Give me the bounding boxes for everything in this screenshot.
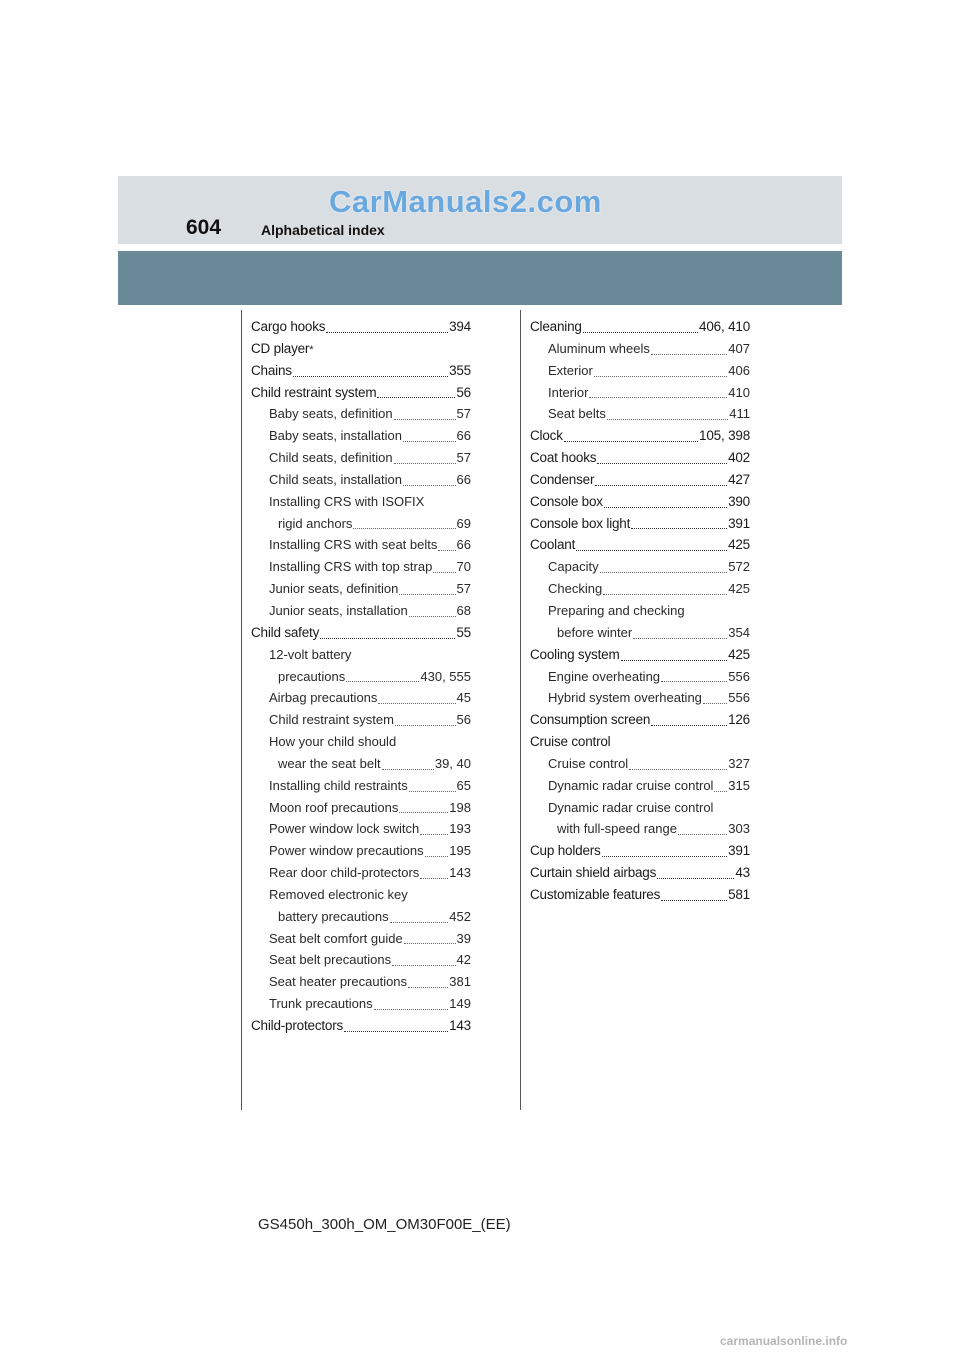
index-entry-term: Child seats, definition [269,450,393,466]
index-entry-term: Interior [548,384,589,400]
index-entry-page[interactable]: 425 [728,646,750,662]
index-entry [251,403,471,425]
dot-leader [600,572,728,573]
section-banner [118,251,842,305]
dot-leader [703,703,727,704]
index-entry-term: Checking [548,581,603,597]
index-entry-term: Cruise control [548,755,629,771]
index-entry [530,840,750,862]
index-entry-term: rigid anchors [278,515,353,531]
index-entry [251,578,471,600]
index-entry-term: Installing CRS with top strap [269,559,433,575]
index-entry-term: Exterior [548,362,593,378]
dot-leader [603,594,727,595]
index-entry [530,600,750,622]
index-entry-term: Installing CRS with ISOFIX [269,493,425,509]
index-entry-term: Condenser [530,471,595,487]
index-entry-page[interactable]: 57 [456,450,471,466]
index-column-left [251,316,471,1037]
index-entry-page[interactable]: 149 [449,996,471,1012]
index-entry [251,316,471,338]
index-entry [251,971,471,993]
dot-leader [326,332,448,333]
index-entry-page[interactable]: 57 [456,406,471,422]
index-entry-page[interactable]: 355 [449,362,471,378]
dot-leader [404,943,456,944]
index-entry [530,382,750,404]
index-entry [530,513,750,535]
index-entry-term: Seat belts [548,406,606,422]
index-entry [530,622,750,644]
index-entry-page[interactable]: 126 [728,712,750,728]
index-entry [530,556,750,578]
index-entry [251,425,471,447]
index-entry-page[interactable]: 57 [456,581,471,597]
index-entry [251,906,471,928]
dot-leader [420,878,448,879]
index-entry-page[interactable]: 65 [456,777,471,793]
dot-leader [621,660,728,661]
index-entry-page[interactable]: 66 [456,471,471,487]
index-entry [251,534,471,556]
dot-leader [597,463,727,464]
index-entry [251,382,471,404]
dot-leader [661,900,727,901]
index-entry-term: Junior seats, definition [269,581,399,597]
index-entry [251,513,471,535]
dot-leader [320,638,455,639]
index-entry-page[interactable]: 43 [735,865,750,881]
index-entry-term: CD player [251,340,310,356]
index-entry-page[interactable]: 198 [449,799,471,815]
index-entry-page[interactable]: 391 [728,843,750,859]
dot-leader [678,834,727,835]
index-entry-page[interactable]: 407 [728,340,750,356]
index-entry [530,447,750,469]
index-entry-page[interactable]: 56 [456,712,471,728]
index-entry [251,862,471,884]
index-entry-term: Consumption screen [530,712,651,728]
dot-leader [353,528,455,529]
index-entry-page[interactable]: 68 [456,602,471,618]
section-title: Alphabetical index [261,222,385,238]
dot-leader [293,376,448,377]
dot-leader [714,791,727,792]
index-entry-page[interactable]: 394 [449,319,471,334]
dot-leader [346,681,419,682]
index-column-right [530,316,750,906]
index-entry-page[interactable]: 39 [456,930,471,946]
index-entry-term: Customizable features [530,886,661,902]
dot-leader [438,550,455,551]
index-entry-page[interactable]: 406, 410 [699,319,750,334]
index-entry-page[interactable]: 390 [728,493,750,509]
index-entry-term: Installing CRS with seat belts [269,537,438,553]
index-entry-page[interactable]: 402 [728,450,750,466]
index-entry-page[interactable]: 39, 40 [434,755,471,771]
dot-leader [409,616,456,617]
index-entry [530,731,750,753]
index-entry-term: Cargo hooks [251,319,326,334]
index-entry [251,731,471,753]
index-entry-page[interactable]: 381 [449,974,471,990]
index-entry [530,775,750,797]
index-entry: CD player * [251,338,471,360]
index-entry-term: Trunk precautions [269,996,373,1012]
index-entry-page[interactable]: 354 [728,624,750,640]
index-entry-term: Seat belt precautions [269,952,392,968]
dot-leader [409,791,456,792]
index-entry-page[interactable]: 425 [728,581,750,597]
index-entry-term: Aluminum wheels [548,340,650,356]
dot-leader [631,528,727,529]
index-entry-page[interactable]: 425 [728,537,750,553]
dot-leader [595,485,727,486]
dot-leader [394,463,456,464]
index-entry-term: Baby seats, definition [269,406,393,422]
index-entry [530,425,750,447]
index-entry-page[interactable]: 56 [456,384,471,400]
dot-leader [425,856,449,857]
index-entry-term: Cruise control [530,734,611,750]
dot-leader [583,332,698,333]
index-entry [251,993,471,1015]
index-entry-term: with full-speed range [557,821,677,837]
index-entry-page[interactable]: 327 [728,755,750,771]
index-entry-term: Power window precautions [269,843,424,859]
index-entry-term: Child seats, installation [269,471,402,487]
index-entry [530,360,750,382]
dot-leader [344,1031,448,1032]
index-entry [530,666,750,688]
dot-leader [661,681,727,682]
index-entry [251,928,471,950]
index-entry-page[interactable]: 143 [449,865,471,881]
dot-leader [374,1009,449,1010]
right-column-rule [520,310,521,1110]
index-entry-term: Coolant [530,537,576,553]
index-entry-term: Curtain shield airbags [530,865,657,881]
index-entry [251,884,471,906]
index-entry [251,644,471,666]
index-entry-term: Preparing and checking [548,602,685,618]
index-entry [530,534,750,556]
index-entry-page[interactable]: 427 [728,471,750,487]
dot-leader [399,812,448,813]
index-entry-page[interactable]: 430, 555 [420,668,471,684]
dot-leader [394,419,456,420]
dot-leader [408,987,448,988]
dot-leader [420,834,448,835]
index-entry-page[interactable]: 66 [456,537,471,553]
index-entry [251,753,471,775]
index-entry [530,316,750,338]
dot-leader [378,703,455,704]
index-entry [251,687,471,709]
index-entry-term: Cleaning [530,319,582,334]
index-entry-term: precautions [278,668,346,684]
index-entry [251,797,471,819]
index-entry [530,709,750,731]
index-entry-page[interactable]: 195 [449,843,471,859]
index-entry-page[interactable]: 556 [728,668,750,684]
dot-leader [433,572,455,573]
dot-leader [594,376,728,377]
index-entry [530,884,750,906]
index-entry [251,600,471,622]
dot-leader [564,441,698,442]
index-entry-term: Child restraint system [269,712,394,728]
index-entry-term: Airbag precautions [269,690,378,706]
index-entry-term: Capacity [548,559,599,575]
dot-leader [377,397,455,398]
index-entry-term: How your child should [269,734,397,750]
index-entry [251,949,471,971]
index-entry [530,578,750,600]
index-entry-term: Chains [251,362,292,378]
index-entry [530,338,750,360]
index-entry-term: Baby seats, installation [269,428,402,444]
index-entry [530,818,750,840]
dot-leader [651,354,727,355]
index-entry [251,818,471,840]
index-entry [530,797,750,819]
dot-leader [651,725,727,726]
index-entry [251,775,471,797]
index-entry-term: Engine overheating [548,668,661,684]
index-entry [530,753,750,775]
dot-leader [382,769,434,770]
index-entry-term: Console box light [530,515,631,531]
index-entry-term: Seat heater precautions [269,974,408,990]
index-entry [251,622,471,644]
index-entry-term: Child restraint system [251,384,377,400]
index-entry-term: Console box [530,493,603,509]
index-entry-term: Rear door child-protectors [269,865,420,881]
dot-leader [390,922,449,923]
index-entry [251,666,471,688]
index-entry-page[interactable]: 45 [456,690,471,706]
index-entry [251,360,471,382]
footer-watermark[interactable]: carmanualsonline.info [720,1334,848,1348]
index-entry-term: Child-protectors [251,1018,344,1033]
index-entry-page[interactable]: 411 [729,406,750,422]
index-entry [530,403,750,425]
dot-leader [403,485,456,486]
index-entry-term: Power window lock switch [269,821,420,837]
index-entry-page[interactable]: 193 [449,821,471,837]
index-entry-page[interactable]: 315 [728,777,750,793]
index-entry-page[interactable]: 70 [456,559,471,575]
index-entry-term: Coat hooks [530,450,597,466]
index-entry-term: Cup holders [530,843,601,859]
index-entry-term: wear the seat belt [278,755,381,771]
index-entry-page[interactable]: 406 [728,362,750,378]
dot-leader [657,878,734,879]
index-entry-page[interactable]: 556 [728,690,750,706]
dot-leader [602,856,727,857]
index-entry-page[interactable]: 452 [449,908,471,924]
index-entry-term: Removed electronic key [269,886,408,902]
index-entry-page[interactable]: 69 [456,515,471,531]
index-entry [251,840,471,862]
index-entry-page[interactable]: 55 [456,624,471,640]
index-entry-term: Dynamic radar cruise control [548,777,714,793]
index-entry-term: Installing child restraints [269,777,408,793]
index-entry-term: Seat belt comfort guide [269,930,403,946]
index-entry-term: Junior seats, installation [269,602,408,618]
dot-leader [576,550,727,551]
index-entry-page[interactable]: 143 [449,1018,471,1033]
index-entry-term: battery precautions [278,908,389,924]
index-entry-term: Cooling system [530,646,620,662]
dot-leader [403,441,456,442]
index-entry-page[interactable]: 66 [456,428,471,444]
dot-leader [395,725,456,726]
index-entry [251,447,471,469]
index-entry [251,491,471,513]
index-entry-term: 12-volt battery [269,646,352,662]
index-entry-term: Clock [530,428,563,444]
index-entry-term: Moon roof precautions [269,799,399,815]
index-entry [530,644,750,666]
dot-leader [589,397,727,398]
index-entry [530,862,750,884]
dot-leader [633,638,727,639]
index-entry [530,491,750,513]
dot-leader [607,419,728,420]
index-entry-term: Dynamic radar cruise control [548,799,714,815]
index-entry-page[interactable]: 303 [728,821,750,837]
index-entry-term: before winter [557,624,633,640]
index-entry-term: Hybrid system overheating [548,690,702,706]
index-entry-page[interactable]: 581 [728,886,750,902]
index-entry [251,709,471,731]
dot-leader [399,594,455,595]
index-entry [530,469,750,491]
dot-leader [392,965,455,966]
watermark-logo[interactable]: CarManuals2.com [329,184,602,219]
index-entry-page[interactable]: 42 [456,952,471,968]
index-entry-page[interactable]: 391 [728,515,750,531]
index-entry [251,469,471,491]
page-number: 604 [186,216,222,239]
index-entry [251,1015,471,1037]
left-column-rule [241,310,242,1110]
index-entry [530,687,750,709]
dot-leader [629,769,727,770]
index-entry-page[interactable]: 410 [728,384,750,400]
index-entry-page[interactable]: 105, 398 [699,428,750,444]
document-code: GS450h_300h_OM_OM30F00E_(EE) [258,1216,511,1233]
index-entry-term: Child safety [251,624,320,640]
dot-leader [604,507,727,508]
index-entry-page[interactable]: 572 [728,559,750,575]
index-entry [251,556,471,578]
